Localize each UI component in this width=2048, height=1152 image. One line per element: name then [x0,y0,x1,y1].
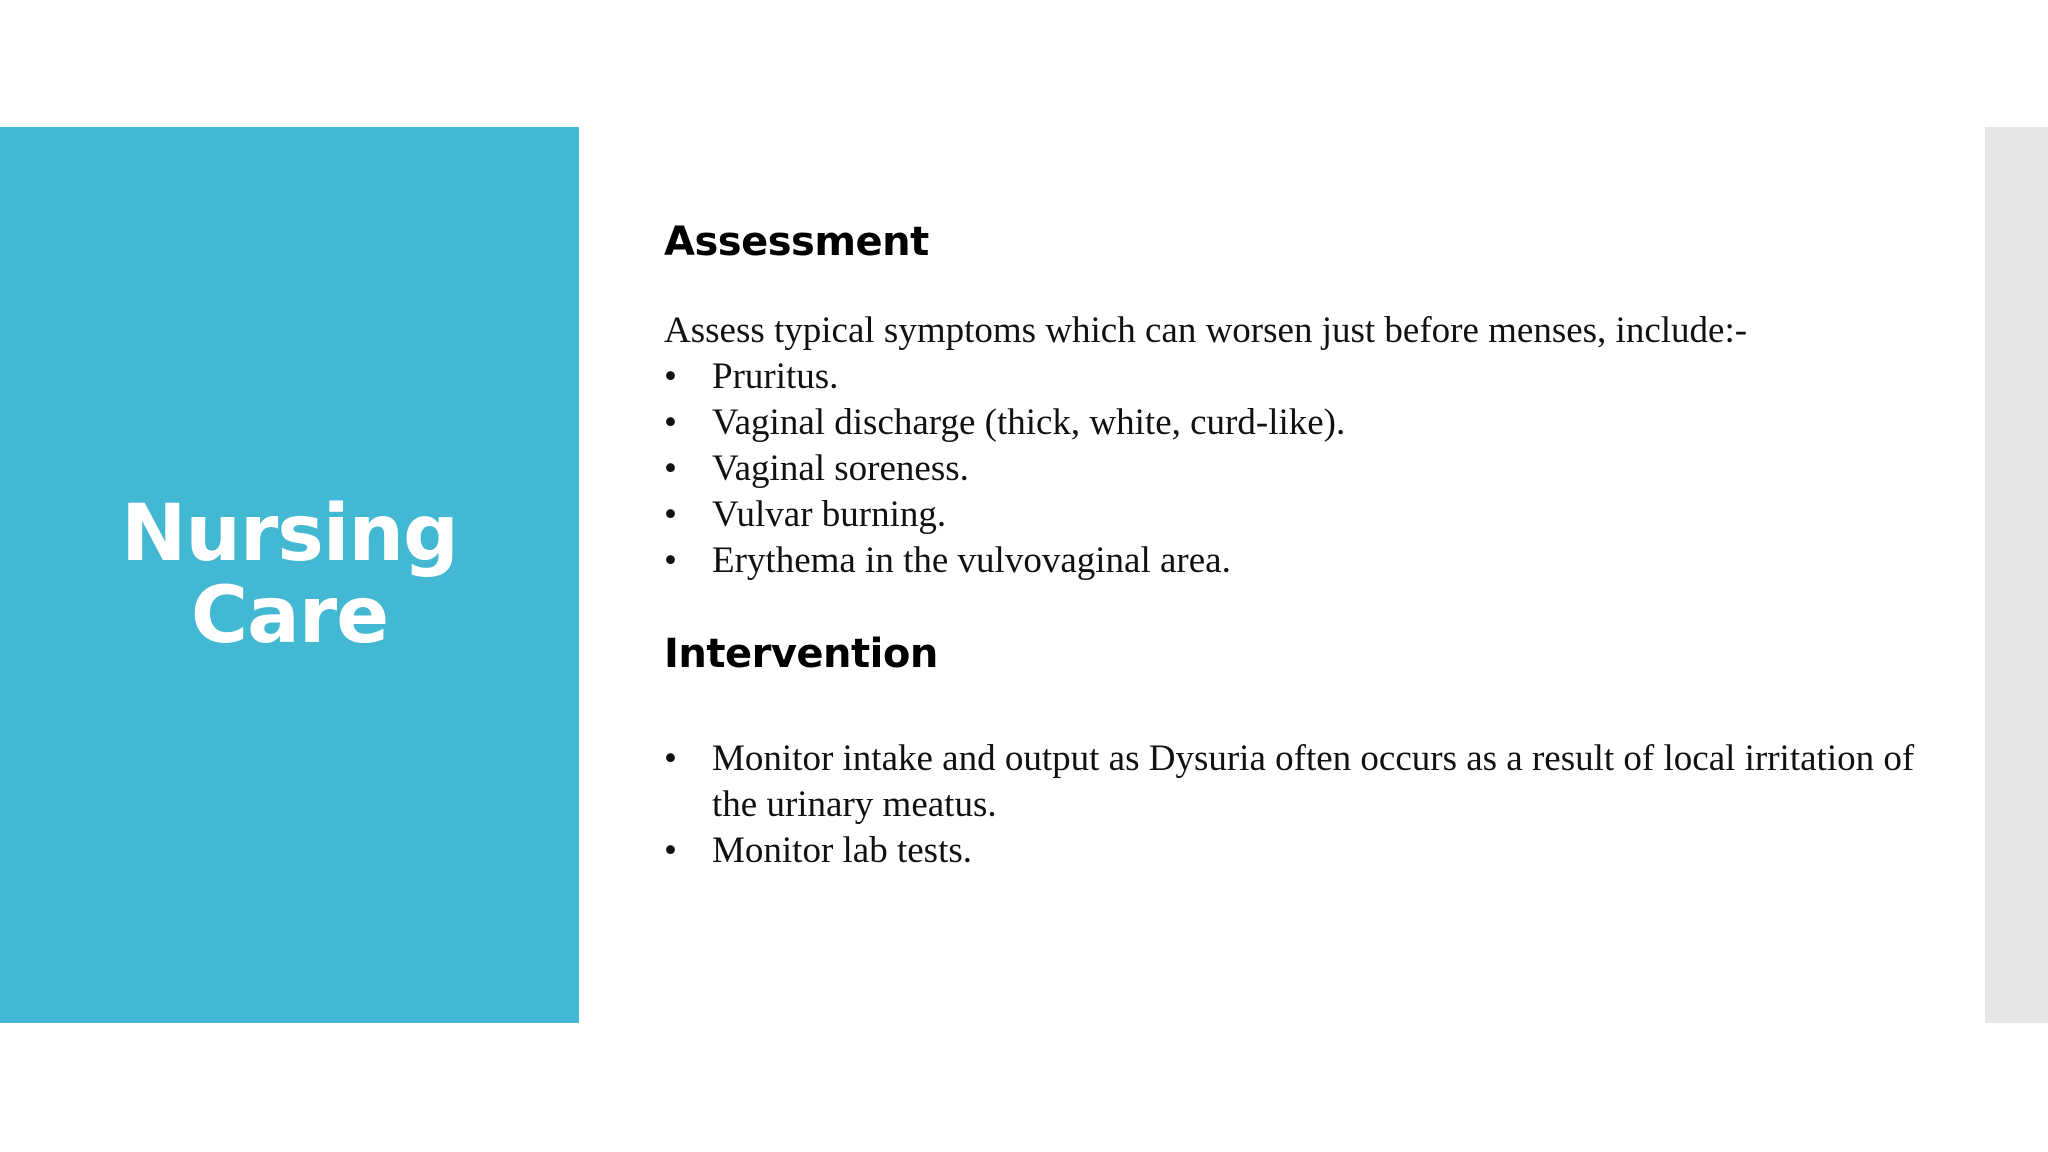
bullet-icon: • [664,738,677,779]
intervention-list [664,736,1934,874]
intervention-heading: Intervention [664,631,938,677]
list-item [664,828,1934,874]
slide-title [0,489,579,661]
assessment-intro: Assess typical symptoms which can worsen just before menses, include:- [664,310,1748,351]
bullet-icon: • [664,356,677,397]
bullet-icon: • [664,540,677,581]
bullet-icon: • [664,830,677,871]
slide-title-line-1: Nursing [121,489,458,579]
list-item [664,492,1934,538]
assessment-heading: Assessment [664,219,929,265]
right-accent-bar [1985,127,2048,1023]
list-item-text: Vulvar burning. [712,494,947,535]
list-item [664,400,1934,446]
list-item-text: Monitor lab tests. [712,830,973,871]
assessment-list [664,354,1934,584]
bullet-icon: • [664,494,677,535]
slide-content [664,214,1934,874]
list-item-text: Erythema in the vulvovaginal area. [712,540,1231,581]
list-item [664,538,1934,584]
list-item [664,736,1934,828]
bullet-icon: • [664,448,677,489]
list-item-text: Monitor intake and output as Dysuria often occurs as a result of local irritation of the urinary meatus. [712,738,1915,825]
list-item [664,446,1934,492]
list-item-text: Pruritus. [712,356,839,397]
list-item-text: Vaginal discharge (thick, white, curd-like). [712,402,1346,443]
slide-title-line-2: Care [190,571,389,661]
title-panel [0,127,579,1023]
list-item [664,354,1934,400]
list-item-text: Vaginal soreness. [712,448,969,489]
bullet-icon: • [664,402,677,443]
